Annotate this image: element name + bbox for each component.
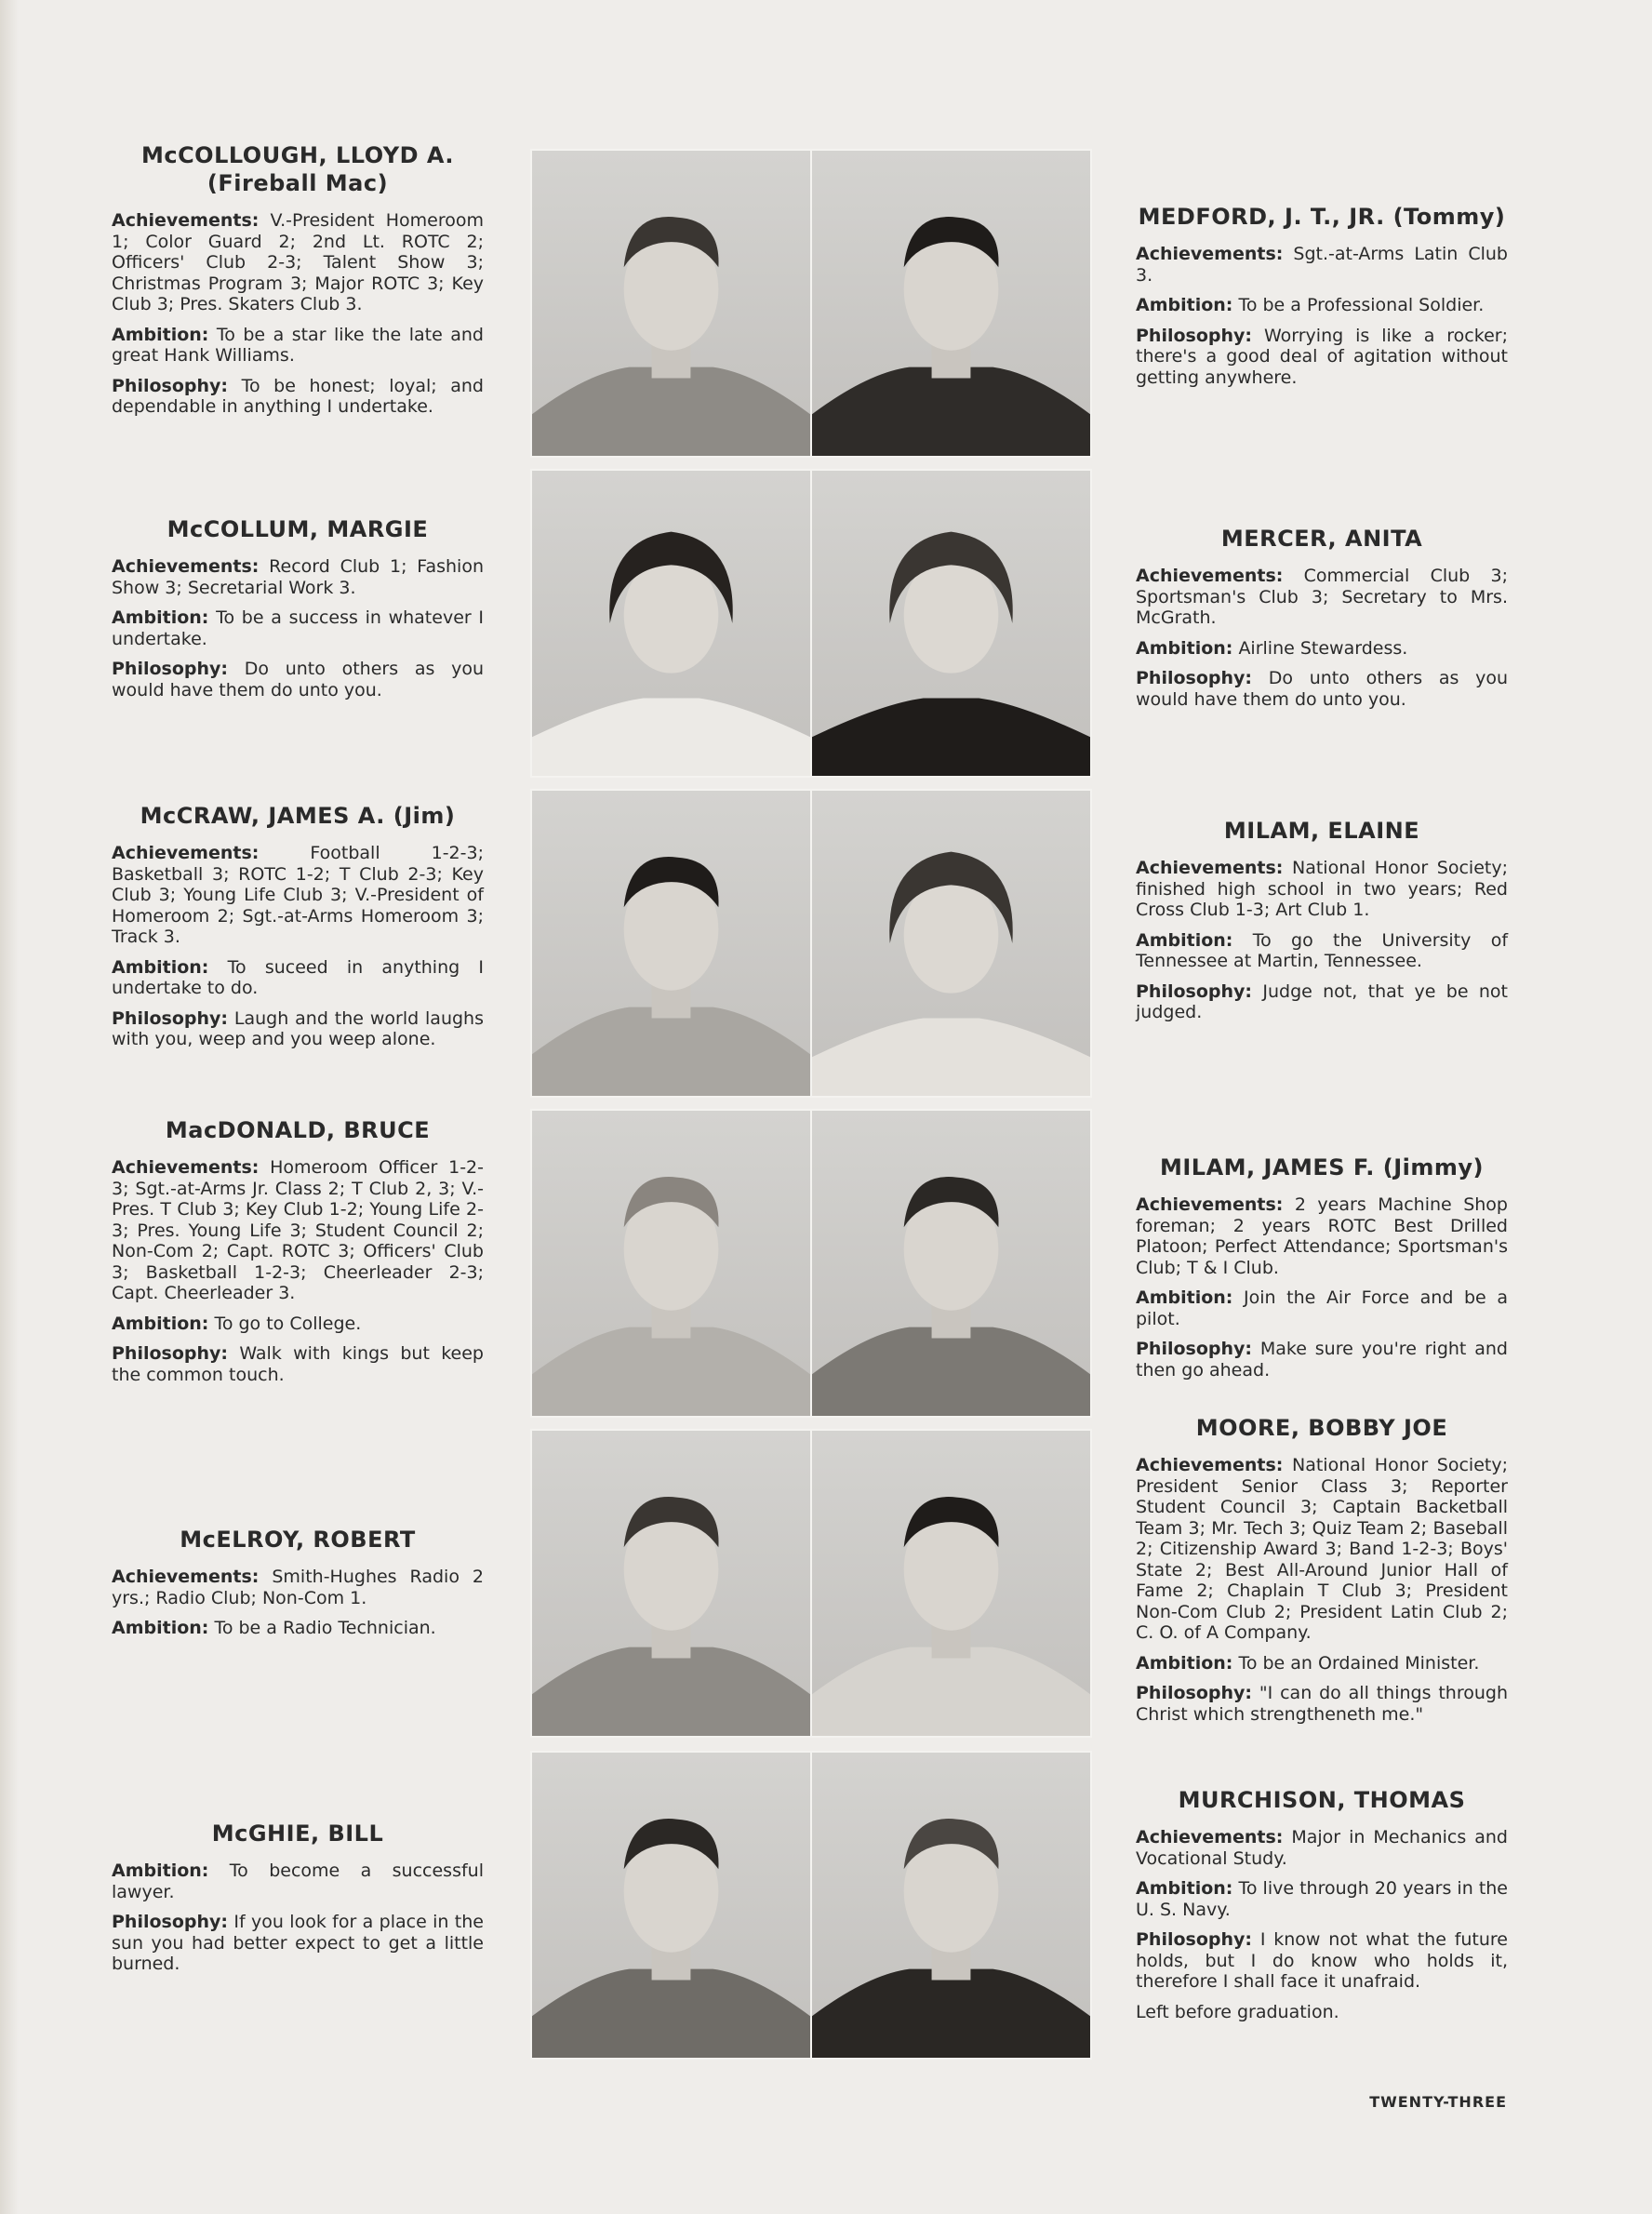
achievements-label: Achievements: xyxy=(112,210,260,231)
philosophy: Philosophy: Judge not, that ye be not judged. xyxy=(1136,980,1508,1022)
ambition: Ambition: Join the Air Force and be a pilot. xyxy=(1136,1287,1508,1329)
portrait-photo xyxy=(810,1429,1092,1738)
student-name: McCOLLUM, MARGIE xyxy=(167,516,429,542)
portrait-photo xyxy=(810,469,1092,778)
student-entry xyxy=(1136,525,1508,719)
philosophy: Philosophy: "I can do all things through Christ which strengtheneth me." xyxy=(1136,1683,1509,1725)
ambition: Ambition: Airline Stewardess. xyxy=(1136,637,1408,659)
portrait-photo xyxy=(530,469,812,778)
philosophy: Philosophy: If you look for a place in the sun you had better expect to get a little burned. xyxy=(112,1912,484,1974)
student-name: MILAM, JAMES F. (Jimmy) xyxy=(1159,1154,1485,1180)
ambition: Ambition: To go the University of Tennessee at Martin, Tennessee. xyxy=(1136,929,1509,971)
ambition: Ambition: To be a Radio Technician. xyxy=(112,1618,436,1638)
achievements: Achievements: Record Club 1; Fashion Show 3; Secretarial Work 3. xyxy=(112,556,484,598)
student-name: MOORE, BOBBY JOE xyxy=(1195,1415,1448,1441)
portrait-grid xyxy=(530,149,1092,2061)
student-entry xyxy=(112,1116,484,1394)
portrait-photo xyxy=(530,1751,812,2060)
note: Left before graduation. xyxy=(1136,2001,1339,2022)
page-edge xyxy=(0,0,19,2214)
achievements: Achievements: Homeroom Officer 1-2-3; Sgt.-at-Arms Jr. Class 2; T Club 2, 3; V.-Pres. T Club 3; Key Club 1-2; Young Life 2-3; Pres. Young Life 3; Student Council 2; Non-Com 2; Capt. ROTC 3; Officers' Club 3; Basketball 1-2-3; Cheerleader 2-3; Capt. Cheerleader 3. xyxy=(112,1157,484,1303)
philosophy: Philosophy: Do unto others as you would have them do unto you. xyxy=(1136,668,1508,710)
ambition: Ambition: To be a Professional Soldier. xyxy=(1136,295,1485,315)
student-name: McCRAW, JAMES A. (Jim) xyxy=(140,803,456,829)
student-entry xyxy=(112,1820,484,1984)
student-name: MacDONALD, BRUCE xyxy=(165,1117,431,1143)
student-entry xyxy=(112,515,484,710)
page-number: TWENTY-THREE xyxy=(1369,2093,1507,2111)
philosophy: Philosophy: Laugh and the world laughs with you, weep and you weep alone. xyxy=(112,1007,484,1049)
student-entry xyxy=(1136,817,1508,1033)
student-name: MURCHISON, THOMAS xyxy=(1178,1787,1466,1813)
achievements: Achievements: National Honor Society; finished high school in two years; Red Cross Club 1-3; Art Club 1. xyxy=(1136,858,1508,920)
student-entry xyxy=(1136,1786,1508,2032)
portrait-photo xyxy=(810,789,1092,1098)
philosophy-label: Philosophy: xyxy=(112,375,229,396)
achievements: Achievements: Commercial Club 3; Sportsman's Club 3; Secretary to Mrs. McGrath. xyxy=(1136,566,1508,628)
ambition: Ambition: To be an Ordained Minister. xyxy=(1136,1652,1480,1674)
student-name: MERCER, ANITA xyxy=(1220,526,1423,552)
ambition: Ambition: To become a successful lawyer. xyxy=(112,1861,484,1902)
student-entry xyxy=(112,802,484,1060)
ambition: Ambition: To go to College. xyxy=(112,1313,362,1334)
student-name: McELROY, ROBERT xyxy=(180,1527,416,1553)
portrait-photo xyxy=(810,1109,1092,1418)
student-name: McGHIE, BILL xyxy=(211,1821,384,1847)
achievements: Achievements: National Honor Society; President Senior Class 3; Reporter Student Council 3; Captain Backetball Team 3; Mr. Tech 3; Quiz Team 2; Baseball 2; Citizenship Award 3; Band 1-2-3; Boys' State 2; Best All-Around Junior Hall of Fame 2; Chaplain T Club 3; President Non-Com Club 2; President Latin Club 2; C. O. of A Company. xyxy=(1136,1455,1508,1643)
ambition: Ambition: To be a success in whatever I undertake. xyxy=(112,607,484,649)
achievements: Achievements: Major in Mechanics and Vocational Study. xyxy=(1136,1827,1508,1869)
student-entry xyxy=(112,141,484,427)
philosophy: Philosophy: Worrying is like a rocker; there's a good deal of agitation without getting anywhere. xyxy=(1136,325,1508,388)
philosophy: Philosophy: Make sure you're right and then go ahead. xyxy=(1136,1339,1508,1380)
portrait-photo xyxy=(530,149,812,458)
portrait-photo xyxy=(530,789,812,1098)
achievements: Achievements: V.-President Homeroom 1; Color Guard 2; 2nd Lt. ROTC 2; Officers' Club 2-3; Talent Show 3; Christmas Program 3; Major ROTC 3; Key Club 3; Pres. Skaters Club 3. xyxy=(112,210,485,314)
philosophy: Philosophy: Do unto others as you would have them do unto you. xyxy=(112,659,484,700)
ambition: Ambition: To be a star like the late and great Hank Williams. xyxy=(112,324,484,366)
student-name: MEDFORD, J. T., JR. (Tommy) xyxy=(1138,204,1506,230)
achievements: Achievements: Football 1-2-3; Basketball 3; ROTC 1-2; T Club 2-3; Key Club 3; Young Life Club 3; V.-President of Homeroom 2; Sgt.-at-Arms Homeroom 3; Track 3. xyxy=(112,843,484,947)
portrait-photo xyxy=(810,149,1092,458)
portrait-photo xyxy=(530,1429,812,1738)
achievements: Achievements: Sgt.-at-Arms Latin Club 3. xyxy=(1136,244,1508,286)
ambition: Ambition: To suceed in anything I undertake to do. xyxy=(112,956,484,998)
portrait-photo xyxy=(530,1109,812,1418)
ambition: Ambition: To live through 20 years in the U. S. Navy. xyxy=(1136,1878,1508,1920)
achievements: Achievements: 2 years Machine Shop foreman; 2 years ROTC Best Drilled Platoon; Perfect Attendance; Sportsman's Club; T & I Club. xyxy=(1136,1194,1508,1278)
portrait-photo xyxy=(810,1751,1092,2060)
student-entry xyxy=(1136,1154,1508,1390)
student-name: MILAM, ELAINE xyxy=(1223,818,1420,844)
philosophy: Philosophy: Walk with kings but keep the common touch. xyxy=(112,1343,484,1385)
student-entry xyxy=(1136,1414,1508,1734)
philosophy: Philosophy: I know not what the future holds, but I do know who holds it, therefore I shall face it unafraid. xyxy=(1136,1929,1508,1992)
philosophy: Philosophy: To be honest; loyal; and dependable in anything I undertake. xyxy=(112,375,484,417)
student-entry xyxy=(1136,203,1508,397)
student-name: McCOLLOUGH, LLOYD A. (Fireball Mac) xyxy=(140,142,455,196)
achievements: Achievements: Smith-Hughes Radio 2 yrs.; Radio Club; Non-Com 1. xyxy=(112,1567,484,1608)
student-entry xyxy=(112,1526,484,1648)
ambition-label: Ambition: xyxy=(112,324,209,345)
